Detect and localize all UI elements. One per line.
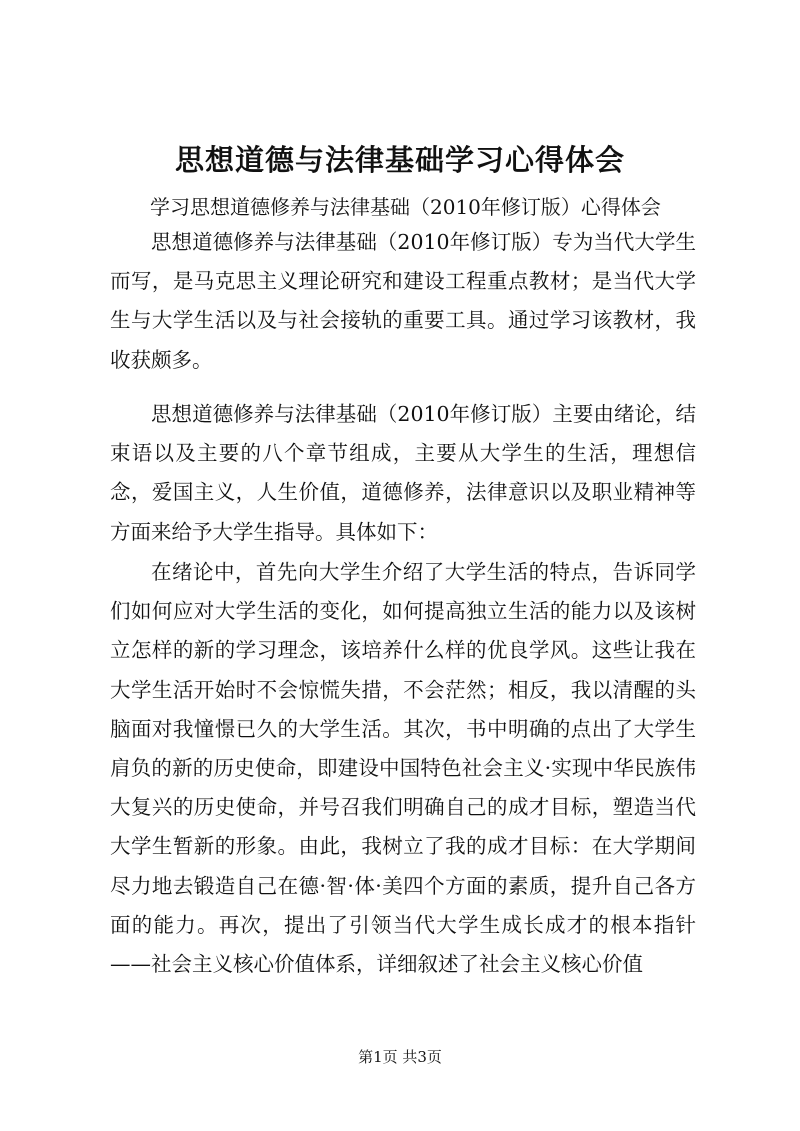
paragraph-introduction-chapter: 在绪论中，首先向大学生介绍了大学生活的特点，告诉同学们如何应对大学生活的变化，如何提高独立生活的能力以及该树立怎样的新的学习理念，该培养什么样的优良学风。这些让我在大学生活开始时不会惊慌失措，不会茫然；相反，我以清醒的头脑面对我憧憬已久的大学生活。其次，书中明确的点出了大学生肩负的新的历史使命，即建设中国特色社会主义·实现中华民族伟大复兴的历史使命，并号召我们明确自己的成才目标，塑造当代大学生暂新的形象。由此，我树立了我的成才目标：在大学期间尽力地去锻造自己在德·智·体·美四个方面的素质，提升自己各方面的能力。再次，提出了引领当代大学生成长成才的根本指针——社会主义核心价值体系，详细叙述了社会主义核心价值 bbox=[110, 560, 696, 977]
paragraph-structure: 思想道德修养与法律基础（2010年修订版）主要由绪论，结束语以及主要的八个章节组成，主要从大学生的生活，理想信念，爱国主义，人生价值，道德修养，法律意识以及职业精神等方面来给予大学生指导。具体如下： bbox=[110, 402, 696, 544]
paragraph-intro: 思想道德修养与法律基础（2010年修订版）专为当代大学生而写，是马克思主义理论研究和建设工程重点教材；是当代大学生与大学生活以及与社会接轨的重要工具。通过学习该教材，我收获颇多。 bbox=[110, 230, 696, 372]
document-title: 思想道德与法律基础学习心得体会 bbox=[174, 143, 625, 177]
page-number-footer: 第1页 共3页 bbox=[358, 1048, 442, 1066]
document-subtitle: 学习思想道德修养与法律基础（2010年修订版）心得体会 bbox=[150, 195, 661, 219]
